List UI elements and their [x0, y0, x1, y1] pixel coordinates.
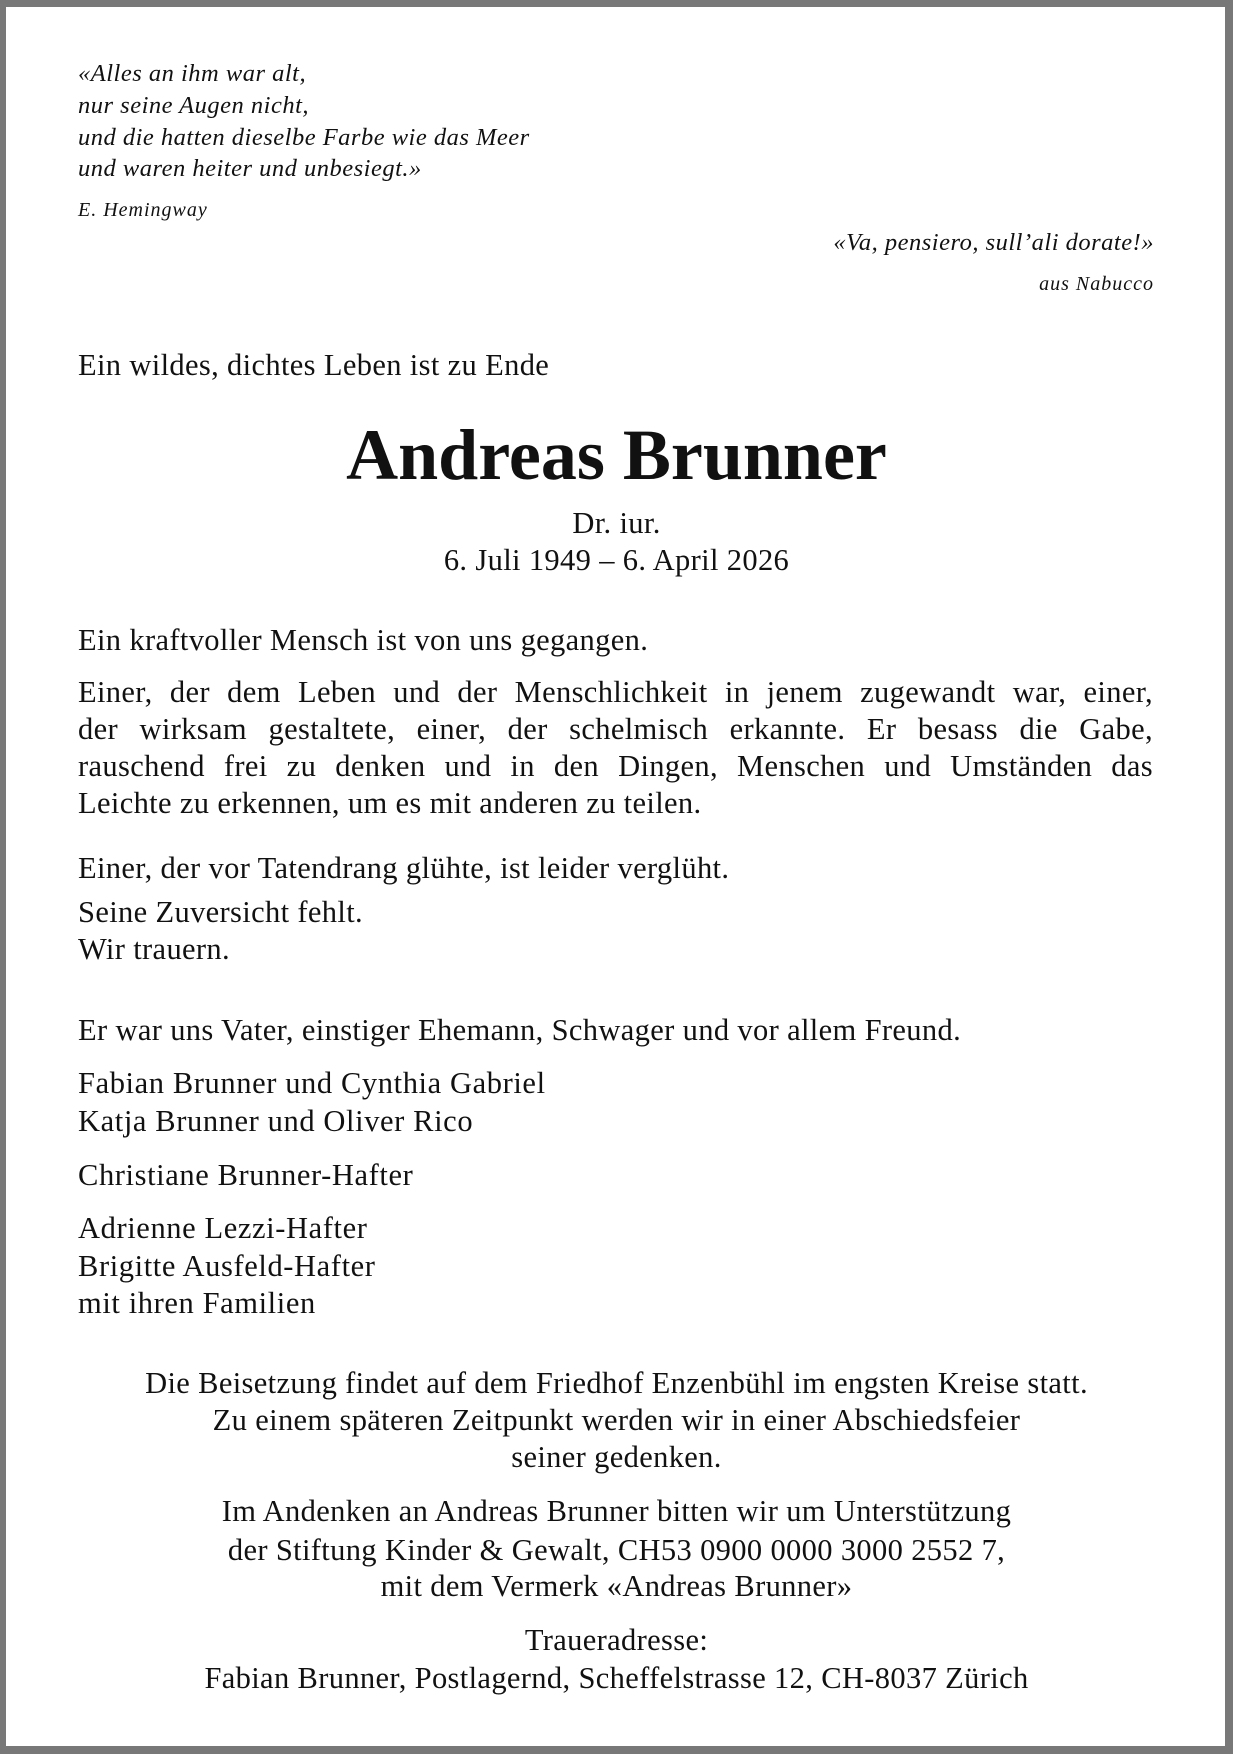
- body-paragraph-line: Leichte zu erkennen, um es mit anderen zu teilen.: [78, 786, 702, 820]
- mourner-name: Katja Brunner und Oliver Rico: [78, 1104, 474, 1138]
- deceased-name: Andreas Brunner: [346, 415, 887, 495]
- mourner-name: Fabian Brunner und Cynthia Gabriel: [78, 1066, 546, 1100]
- body-paragraph: Einer, der vor Tatendrang glühte, ist leider verglüht.: [78, 851, 730, 885]
- body-paragraph-line: der wirksam gestaltete, einer, der schelmisch erkannte. Er besass die Gabe,: [78, 712, 1153, 746]
- body-paragraph-line: Wir trauern.: [78, 932, 231, 966]
- body-paragraph: Ein kraftvoller Mensch ist von uns gegangen.: [78, 623, 649, 657]
- donation-line: der Stiftung Kinder & Gewalt, CH53 0900 0000 3000 2552 7,: [227, 1533, 1006, 1567]
- quote-right-text: «Va, pensiero, sull’ali dorate!»: [833, 229, 1154, 256]
- funeral-info-line: Die Beisetzung findet auf dem Friedhof Enzenbühl im engsten Kreise statt.: [145, 1366, 1088, 1400]
- mourner-family-note: mit ihren Familien: [78, 1286, 316, 1320]
- quote-line: und waren heiter und unbesiegt.»: [78, 155, 422, 182]
- address-label: Traueradresse:: [524, 1623, 709, 1657]
- mourner-name: Christiane Brunner-Hafter: [78, 1158, 414, 1192]
- quote-line: nur seine Augen nicht,: [78, 92, 310, 119]
- donation-line: Im Andenken an Andreas Brunner bitten wir um Unterstützung: [221, 1494, 1012, 1528]
- address-text: Fabian Brunner, Postlagernd, Scheffelstrasse 12, CH-8037 Zürich: [204, 1661, 1029, 1695]
- funeral-info-line: seiner gedenken.: [511, 1440, 722, 1474]
- intro-line: Ein wildes, dichtes Leben ist zu Ende: [78, 348, 550, 382]
- body-paragraph-line: Seine Zuversicht fehlt.: [78, 895, 364, 929]
- quote-right-source: aus Nabucco: [1039, 273, 1154, 295]
- body-paragraph-line: rauschend frei zu denken und in den Dingen, Menschen und Umständen das: [78, 749, 1153, 783]
- deceased-title: Dr. iur.: [572, 506, 661, 540]
- quote-line: «Alles an ihm war alt,: [78, 60, 307, 87]
- mourner-name: Adrienne Lezzi-Hafter: [78, 1211, 368, 1245]
- deceased-dates: 6. Juli 1949 – 6. April 2026: [443, 543, 790, 577]
- quote-author: E. Hemingway: [78, 199, 208, 221]
- body-paragraph: Er war uns Vater, einstiger Ehemann, Schwager und vor allem Freund.: [78, 1013, 962, 1047]
- funeral-info-line: Zu einem späteren Zeitpunkt werden wir in einer Abschiedsfeier: [212, 1403, 1021, 1437]
- mourner-name: Brigitte Ausfeld-Hafter: [78, 1249, 376, 1283]
- donation-line: mit dem Vermerk «Andreas Brunner»: [380, 1569, 853, 1603]
- body-paragraph-line: Einer, der dem Leben und der Menschlichkeit in jenem zugewandt war, einer,: [78, 675, 1153, 709]
- quote-line: und die hatten dieselbe Farbe wie das Meer: [78, 124, 530, 151]
